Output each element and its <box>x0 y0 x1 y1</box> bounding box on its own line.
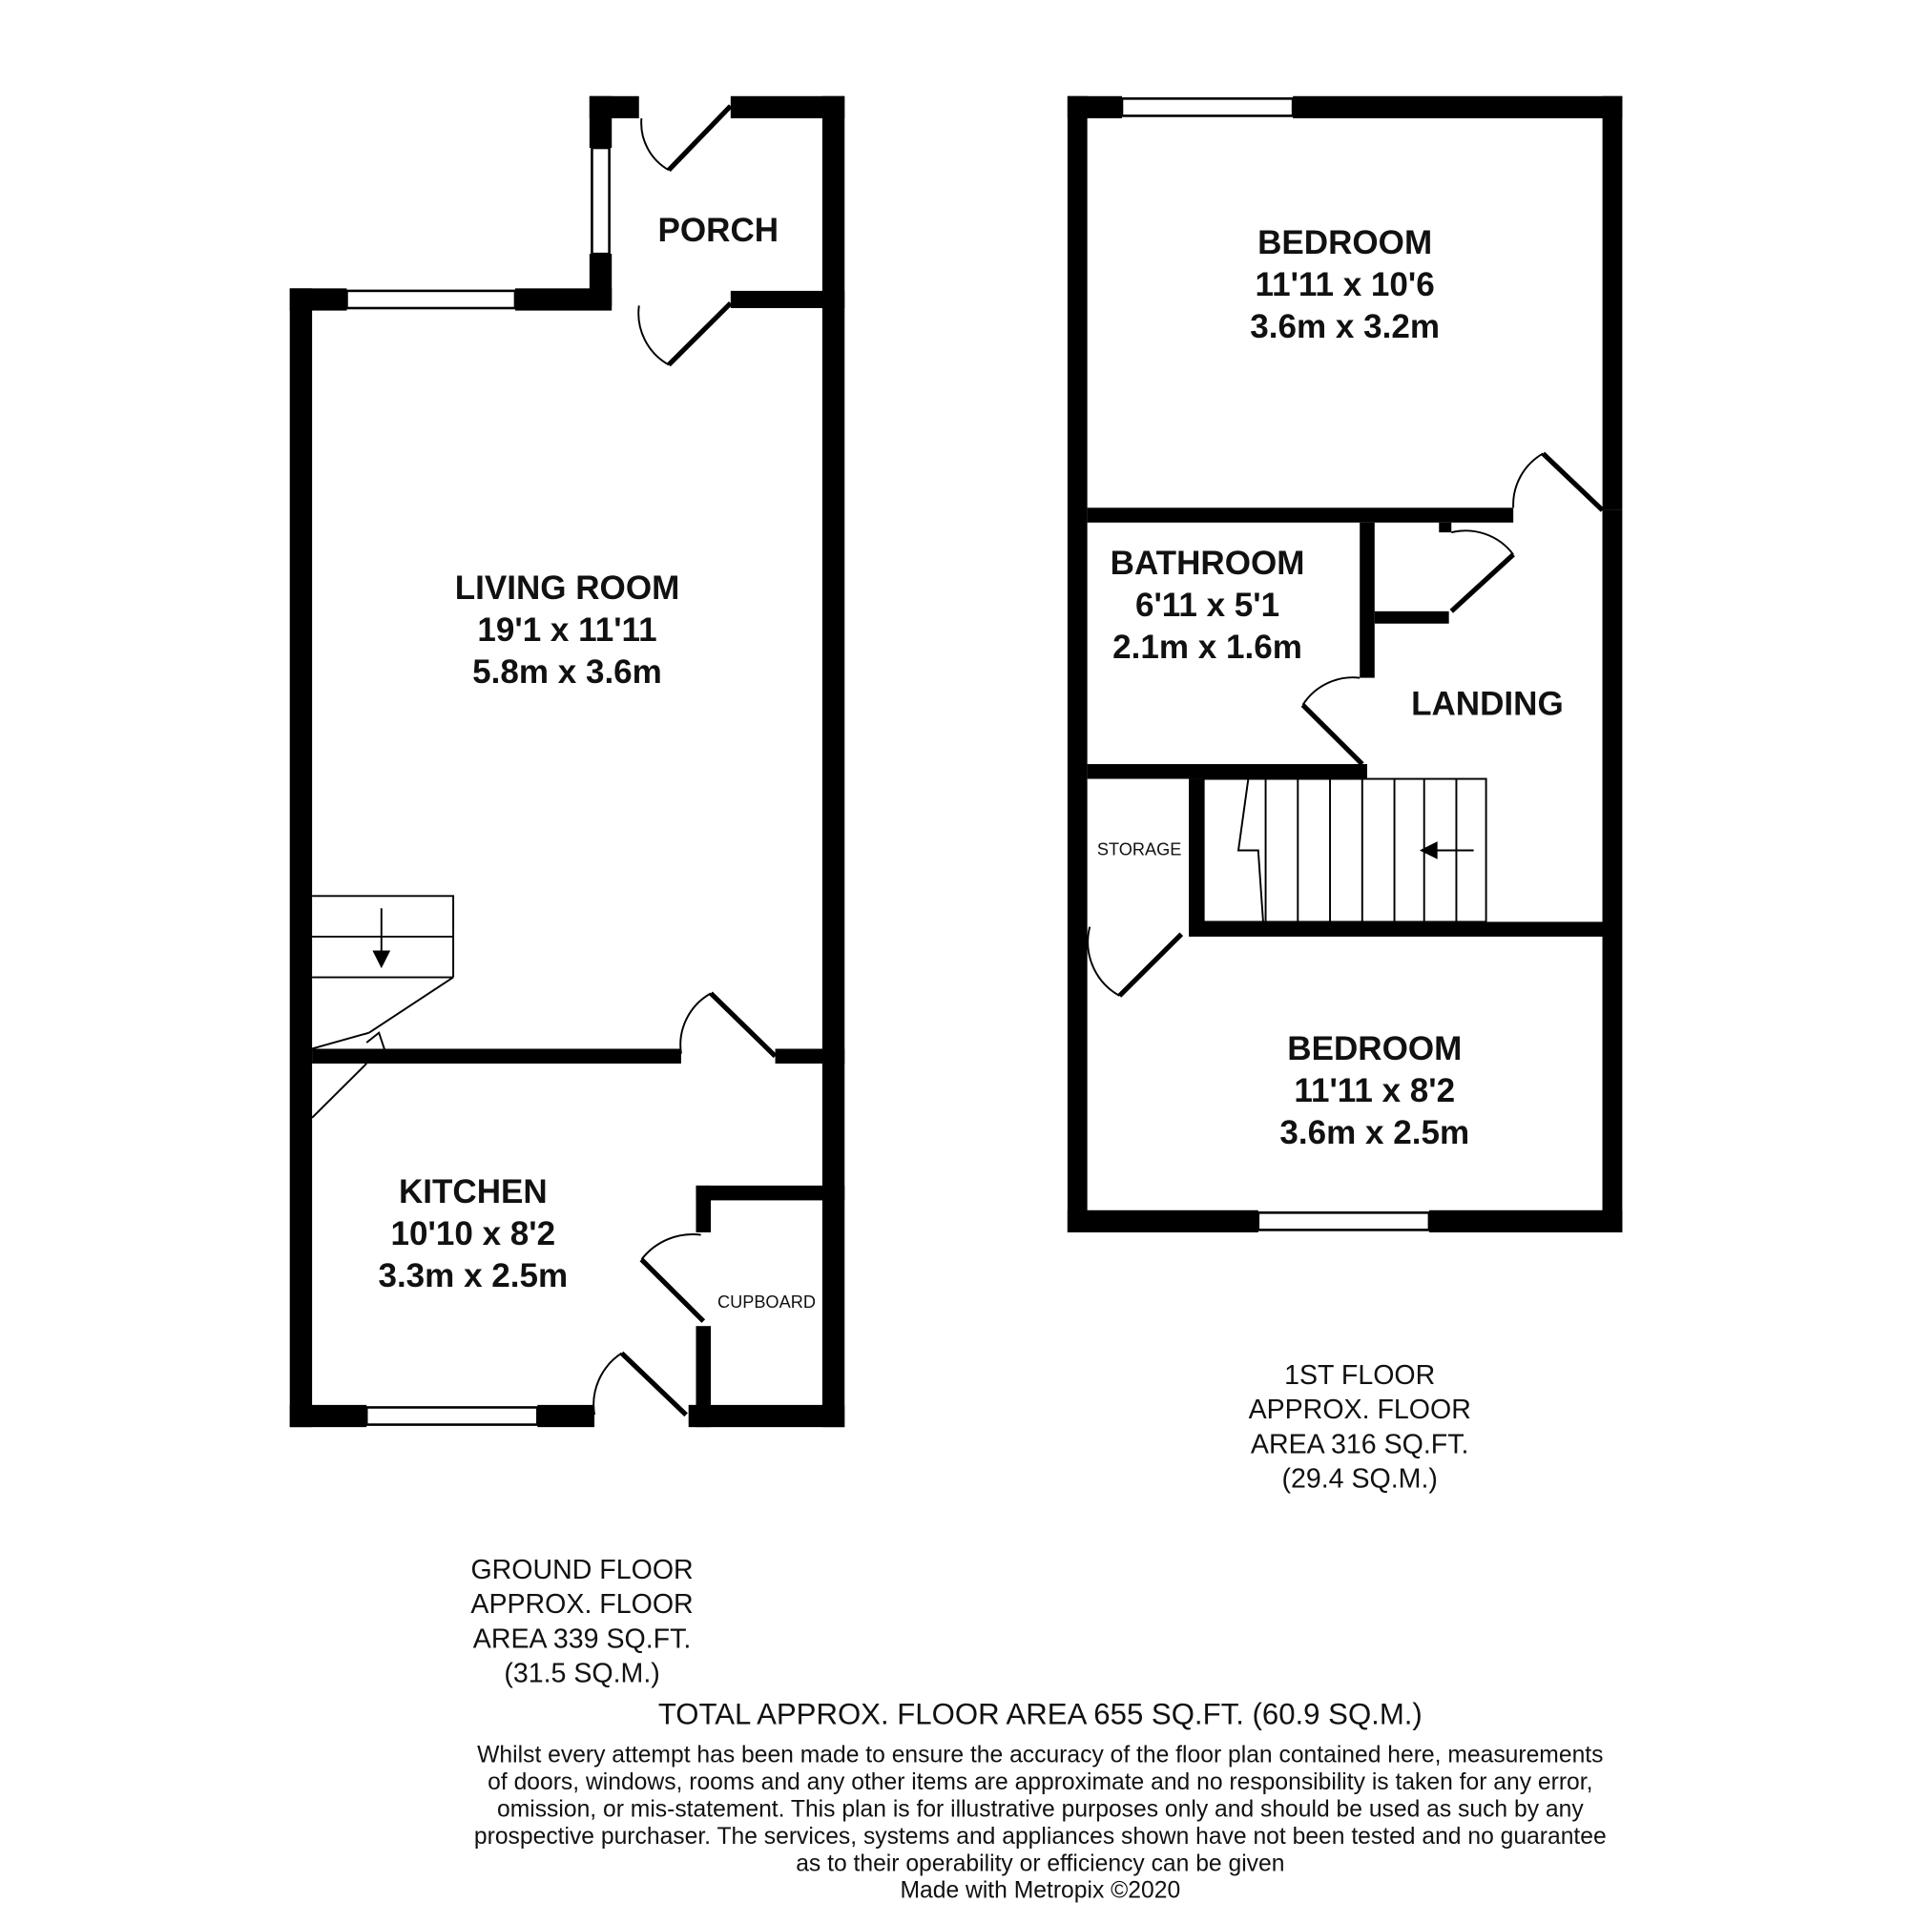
ground-floor-stairs <box>312 896 453 1118</box>
bathroom-imperial: 6'11 x 5'1 <box>1134 586 1280 624</box>
room-label-landing: LANDING <box>1411 685 1564 723</box>
first-floor-area <box>1198 1358 1520 1497</box>
bedroom-1-metric: 3.6m x 3.2m <box>1250 308 1440 345</box>
metropix-credit: Made with Metropix ©2020 <box>900 1878 1181 1905</box>
disclaimer-line: omission, or mis-statement. This plan is for illustrative purposes only and should be used as such by any <box>496 1796 1584 1823</box>
disclaimer-line: Whilst every attempt has been made to ensure the accuracy of the floor plan contained here, measurements <box>477 1742 1604 1769</box>
bedroom-2-metric: 3.6m x 2.5m <box>1279 1113 1470 1151</box>
first-floor-area-line: 1ST FLOOR <box>1284 1359 1436 1391</box>
bedroom-2-name: BEDROOM <box>1287 1030 1463 1067</box>
bathroom-name: BATHROOM <box>1110 545 1305 582</box>
room-label-porch: PORCH <box>657 212 779 249</box>
total-floor-area: TOTAL APPROX. FLOOR AREA 655 SQ.FT. (60.9 SQ.M.) <box>657 1698 1423 1732</box>
room-label-storage: STORAGE <box>1096 838 1182 859</box>
room-label-bathroom <box>1090 542 1325 668</box>
living-room-name: LIVING ROOM <box>454 569 680 607</box>
kitchen-name: KITCHEN <box>398 1172 548 1210</box>
room-label-living-room <box>382 567 753 693</box>
ground-floor-area-line: GROUND FLOOR <box>470 1554 694 1585</box>
bathroom-metric: 2.1m x 1.6m <box>1112 628 1302 666</box>
living-room-imperial: 19'1 x 11'11 <box>477 610 657 649</box>
kitchen-imperial: 10'10 x 8'2 <box>390 1214 556 1252</box>
first-floor-stairs <box>1204 779 1486 922</box>
first-floor-area-line: AREA 316 SQ.FT. <box>1250 1428 1469 1459</box>
ground-floor-area-line: APPROX. FLOOR <box>470 1588 694 1620</box>
bedroom-2-imperial: 11'11 x 8'2 <box>1294 1072 1456 1109</box>
disclaimer-line: as to their operability or efficiency can be given <box>796 1851 1285 1877</box>
ground-floor-area-line: (31.5 SQ.M.) <box>504 1657 660 1689</box>
first-floor-area-line: (29.4 SQ.M.) <box>1281 1462 1438 1494</box>
bedroom-1-imperial: 11'11 x 10'6 <box>1255 266 1435 303</box>
disclaimer-line: of doors, windows, rooms and any other items are approximate and no responsibility is taken for any error, <box>488 1769 1593 1796</box>
living-room-metric: 5.8m x 3.6m <box>472 652 662 691</box>
ground-floor-area-line: AREA 339 SQ.FT. <box>472 1623 692 1654</box>
bedroom-1-name: BEDROOM <box>1257 224 1433 261</box>
ground-floor-area <box>421 1553 742 1691</box>
room-label-bedroom-2 <box>1189 1028 1560 1154</box>
first-floor-area-line: APPROX. FLOOR <box>1248 1394 1471 1425</box>
disclaimer-line: prospective purchaser. The services, systems and appliances shown have not been tested and no guarantee <box>473 1824 1607 1851</box>
room-label-cupboard: CUPBOARD <box>717 1292 816 1312</box>
kitchen-metric: 3.3m x 2.5m <box>378 1256 569 1294</box>
disclaimer <box>346 1743 1734 1906</box>
room-label-kitchen <box>324 1170 622 1296</box>
room-label-bedroom-1 <box>1159 222 1530 348</box>
